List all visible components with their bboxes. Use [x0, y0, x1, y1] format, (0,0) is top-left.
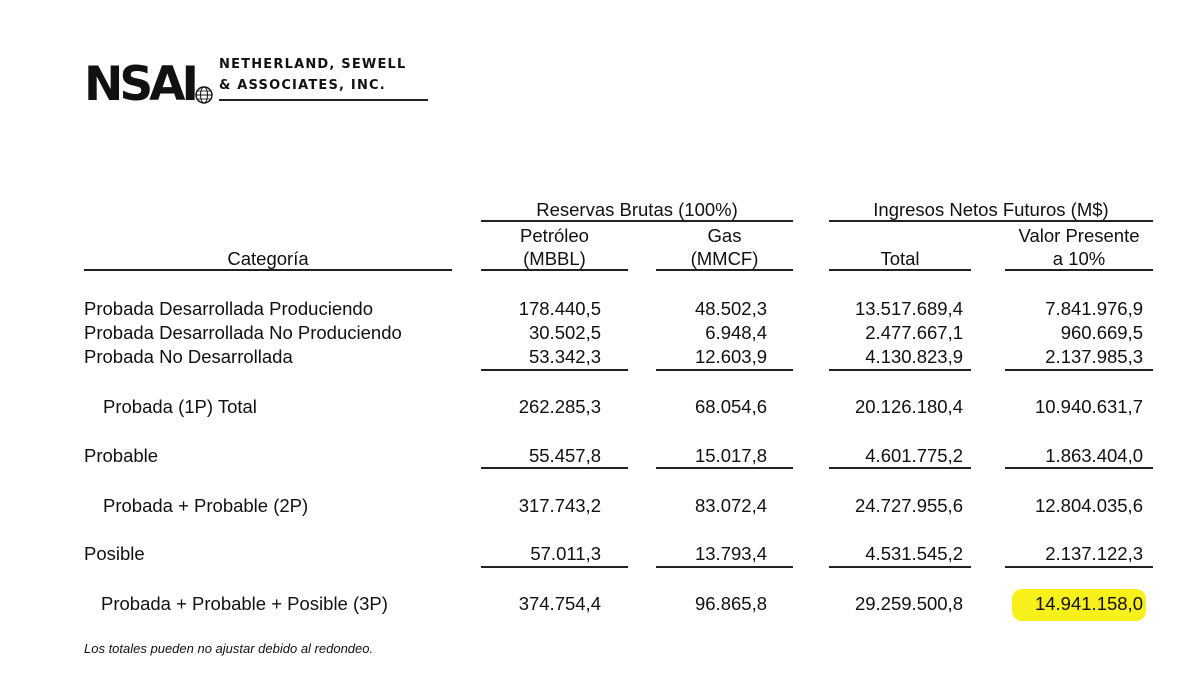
header-petroleo-l2: (MBBL) [523, 248, 586, 269]
row-label: Posible [84, 543, 145, 564]
rule-header-total [829, 269, 971, 271]
cell-vp: 2.137.985,3 [1045, 346, 1143, 367]
cell-vp: 12.804.035,6 [1034, 495, 1143, 516]
cell-total: 4.601.775,2 [865, 445, 963, 466]
rule-group-reservas [481, 220, 793, 222]
footnote: Los totales pueden no ajustar debido al redondeo. [84, 641, 374, 656]
nsai-logo [84, 58, 214, 104]
rule-posible-vp [1005, 566, 1153, 568]
rule-posible-total [829, 566, 971, 568]
logo-mark-text: NSAI [84, 58, 196, 104]
rule-header-vp [1005, 269, 1153, 271]
cell-petroleo: 30.502,5 [528, 322, 601, 343]
rule-subtotal-gas [656, 369, 793, 371]
cell-vp: 7.841.976,9 [1045, 298, 1143, 319]
row-label: Probable [84, 445, 159, 466]
rule-group-ingresos [829, 220, 1153, 222]
header-group-reservas: Reservas Brutas (100%) [536, 199, 738, 220]
header-petroleo-l1: Petróleo [520, 225, 589, 246]
row-label: Probada Desarrollada Produciendo [84, 298, 373, 319]
cell-total: 4.531.545,2 [865, 543, 963, 564]
rule-header-petroleo [481, 269, 628, 271]
logo-underline [219, 99, 428, 101]
rule-posible-petroleo [481, 566, 628, 568]
header-group-ingresos: Ingresos Netos Futuros (M$) [873, 199, 1109, 220]
cell-total: 20.126.180,4 [854, 396, 963, 417]
cell-petroleo: 374.754,4 [518, 593, 601, 614]
rule-header-categoria [84, 269, 452, 271]
cell-vp: 960.669,5 [1060, 322, 1143, 343]
cell-vp: 1.863.404,0 [1045, 445, 1143, 466]
cell-petroleo: 317.743,2 [518, 495, 601, 516]
globe-icon [196, 87, 212, 103]
cell-gas: 12.603,9 [694, 346, 767, 367]
cell-total: 13.517.689,4 [854, 298, 963, 319]
cell-gas: 96.865,8 [694, 593, 767, 614]
logo-company-line2: & ASSOCIATES, INC. [219, 78, 386, 93]
row-label: Probada (1P) Total [103, 396, 257, 417]
cell-gas: 83.072,4 [694, 495, 767, 516]
cell-vp: 2.137.122,3 [1045, 543, 1143, 564]
row-label: Probada Desarrollada No Produciendo [84, 322, 402, 343]
rule-probable-vp [1005, 467, 1153, 469]
rule-probable-petroleo [481, 467, 628, 469]
rule-posible-gas [656, 566, 793, 568]
header-vp-l2: a 10% [1052, 248, 1106, 269]
cell-gas: 13.793,4 [694, 543, 767, 564]
header-total: Total [880, 248, 920, 269]
cell-petroleo: 53.342,3 [528, 346, 601, 367]
cell-vp: 10.940.631,7 [1034, 396, 1143, 417]
cell-petroleo: 57.011,3 [530, 543, 601, 564]
cell-gas: 6.948,4 [705, 322, 767, 343]
cell-gas: 48.502,3 [694, 298, 767, 319]
header-gas-l1: Gas [707, 225, 742, 246]
header-categoria: Categoría [227, 248, 309, 269]
rule-subtotal-total [829, 369, 971, 371]
cell-total: 2.477.667,1 [865, 322, 963, 343]
rule-probable-gas [656, 467, 793, 469]
cell-total: 24.727.955,6 [854, 495, 963, 516]
row-label: Probada + Probable (2P) [103, 495, 309, 516]
cell-gas: 68.054,6 [694, 396, 767, 417]
header-vp-l1: Valor Presente [1018, 225, 1140, 246]
cell-petroleo: 55.457,8 [528, 445, 601, 466]
cell-vp-highlighted: 14.941.158,0 [1034, 593, 1143, 614]
rule-subtotal-petroleo [481, 369, 628, 371]
cell-total: 4.130.823,9 [865, 346, 963, 367]
cell-petroleo: 262.285,3 [518, 396, 601, 417]
rule-probable-total [829, 467, 971, 469]
row-label: Probada + Probable + Posible (3P) [101, 593, 388, 614]
cell-gas: 15.017,8 [694, 445, 767, 466]
cell-total: 29.259.500,8 [854, 593, 963, 614]
header-gas-l2: (MMCF) [690, 248, 759, 269]
cell-petroleo: 178.440,5 [518, 298, 601, 319]
row-label: Probada No Desarrollada [84, 346, 293, 367]
rule-subtotal-vp [1005, 369, 1153, 371]
rule-header-gas [656, 269, 793, 271]
logo-company-line1: NETHERLAND, SEWELL [219, 57, 407, 72]
